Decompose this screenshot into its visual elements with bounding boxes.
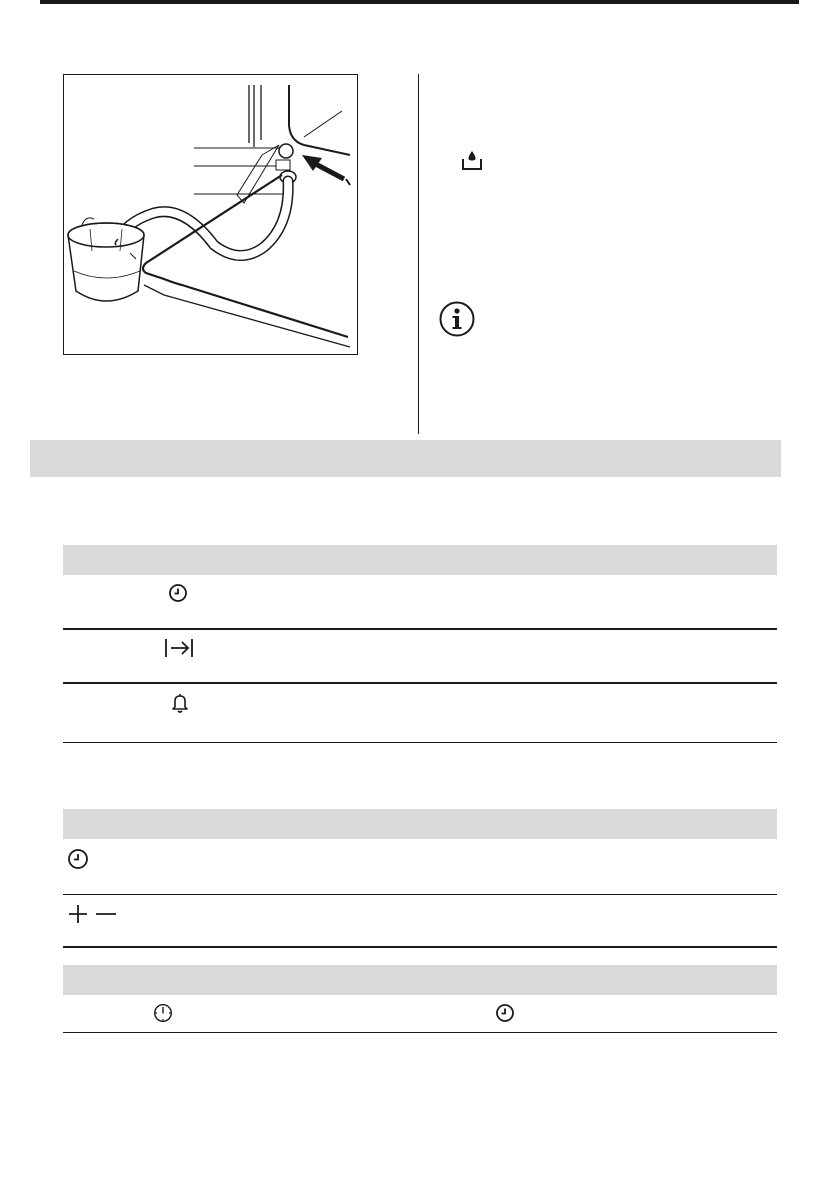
table1-bottom-rule	[63, 742, 777, 743]
drain-illustration	[63, 74, 358, 355]
table1-row-divider	[63, 628, 777, 630]
arrow-to-bar-icon	[164, 637, 194, 659]
clock-icon	[168, 583, 188, 603]
table3-bottom-rule	[63, 1032, 777, 1033]
table1-header	[63, 545, 777, 575]
clock-icon	[67, 848, 89, 870]
clock-blinking-icon	[153, 1003, 173, 1023]
column-divider	[418, 74, 419, 434]
page-top-rule	[40, 0, 799, 4]
water-drop-tray-icon	[460, 150, 484, 177]
table2-header	[63, 809, 777, 839]
info-icon	[438, 300, 476, 343]
table2-row-divider	[63, 894, 777, 895]
table1-row-divider	[63, 682, 777, 684]
bell-icon	[170, 692, 190, 714]
table3-header	[63, 965, 777, 995]
plus-minus-icon	[66, 903, 118, 925]
table2-bottom-rule	[63, 946, 777, 948]
drain-illustration-svg	[64, 75, 358, 355]
clock-icon	[495, 1003, 515, 1023]
section-heading-band	[30, 440, 781, 477]
